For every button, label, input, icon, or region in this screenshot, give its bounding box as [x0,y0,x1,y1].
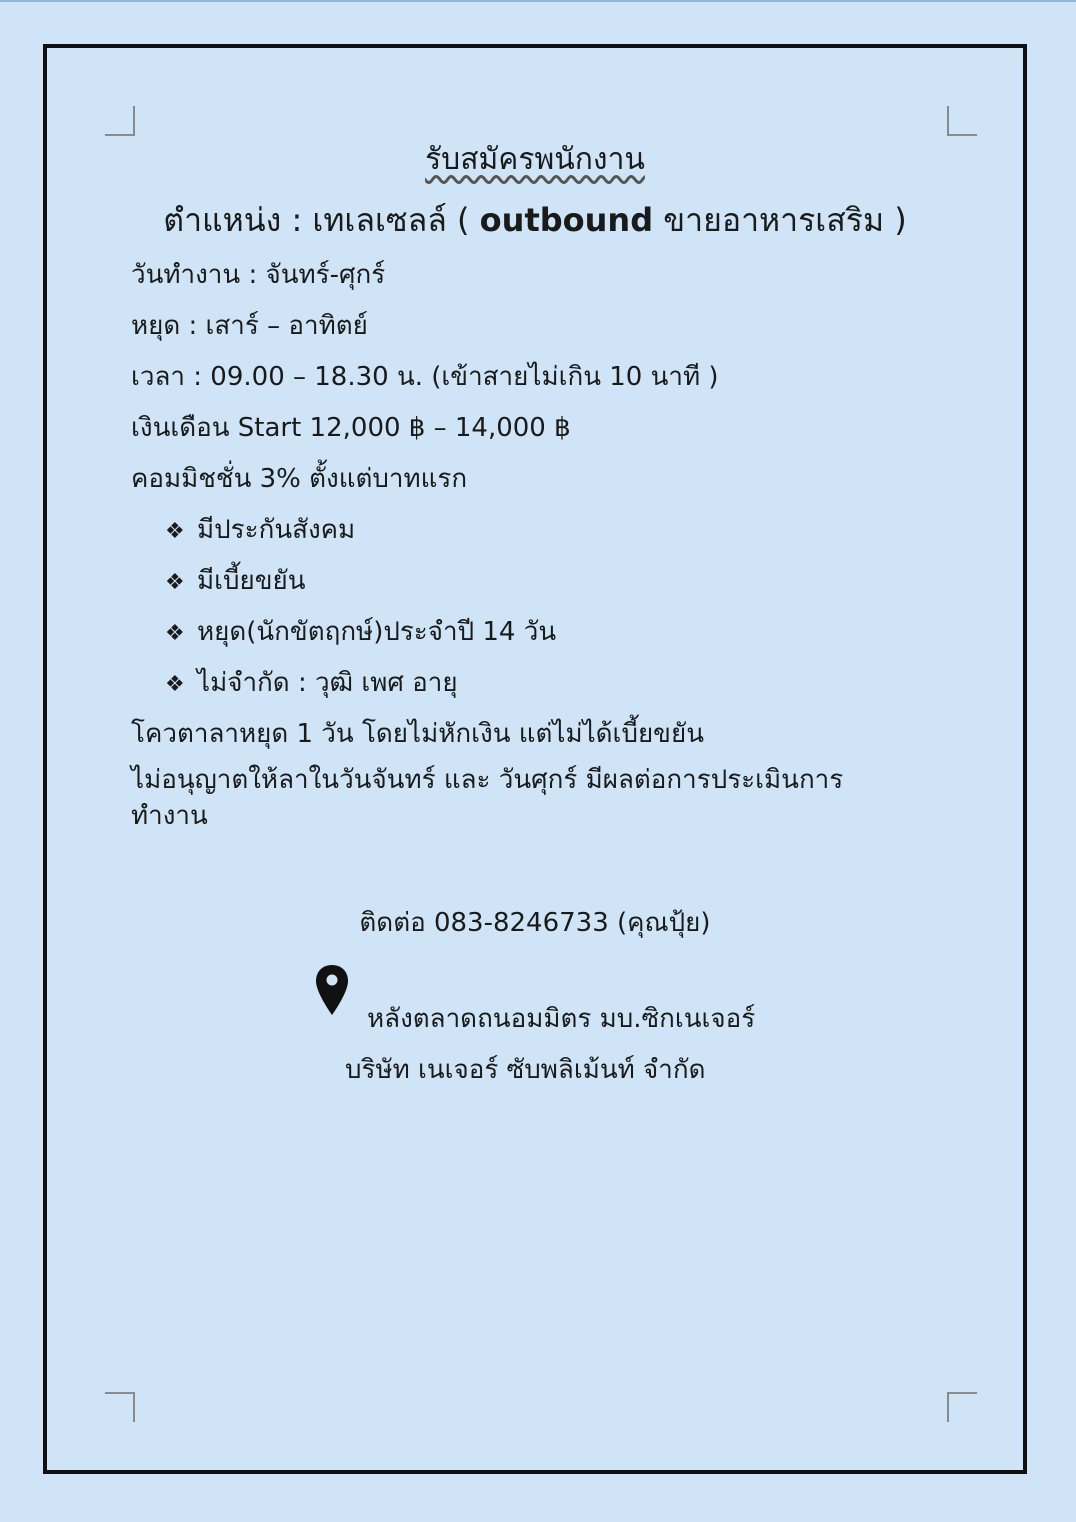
page-title [47,136,1023,183]
benefit-text: หยุด(นักขัตฤกษ์)ประจำปี 14 วัน [197,617,557,647]
position-prefix: ตำแหน่ง : เทเลเซลล์ ( [163,201,480,239]
benefit-item [165,509,355,550]
time-line: เวลา : 09.00 – 18.30 น. (เข้าสายไม่เกิน 10 นาที ) [131,362,719,392]
salary-line: เงินเดือน Start 12,000 ฿ – 14,000 ฿ [131,413,571,443]
commission-line: คอมมิชชั่น 3% ตั้งแต่บาทแรก [131,464,468,494]
location-pin-icon [315,964,349,1016]
bullet-diamond-icon: ❖ [165,672,185,697]
benefit-text: ไม่จำกัด : วุฒิ เพศ อายุ [197,668,458,698]
title-text: รับสมัครพนักงาน [425,142,645,177]
bullet-diamond-icon: ❖ [165,621,185,646]
benefit-item [165,560,306,601]
workdays-line: วันทำงาน : จันทร์-ศุกร์ [131,260,386,290]
dayoff-line: หยุด : เสาร์ – อาทิตย์ [131,311,368,341]
bullet-diamond-icon: ❖ [165,519,185,544]
crop-mark-top-right [947,106,977,136]
crop-mark-bottom-right [947,1392,977,1422]
position-suffix: ขายอาหารเสริม ) [653,201,907,239]
address-line-2: บริษัท เนเจอร์ ซับพลิเม้นท์ จำกัด [345,1055,706,1085]
top-edge-line [0,0,1076,2]
crop-mark-top-left [105,106,135,136]
benefit-text: มีเบี้ยขยัน [197,566,306,596]
benefit-item [165,611,556,652]
benefit-text: มีประกันสังคม [197,515,356,545]
bullet-diamond-icon: ❖ [165,570,185,595]
leave-restriction-paragraph: ไม่อนุญาตให้ลาในวันจันทร์ และ วันศุกร์ มีผลต่อการประเมินการทำงาน [131,765,844,831]
position-bold: outbound [479,201,654,239]
leave-quota-line: โควตาลาหยุด 1 วัน โดยไม่หักเงิน แต่ไม่ได้เบี้ยขยัน [131,719,704,749]
position-heading [47,195,1023,246]
crop-mark-bottom-left [105,1392,135,1422]
document-page [43,44,1027,1474]
address-line-1: หลังตลาดถนอมมิตร มบ.ซิกเนเจอร์ [367,1004,756,1034]
benefit-item [165,662,458,703]
contact-line: ติดต่อ 083-8246733 (คุณปุ้ย) [359,908,711,938]
